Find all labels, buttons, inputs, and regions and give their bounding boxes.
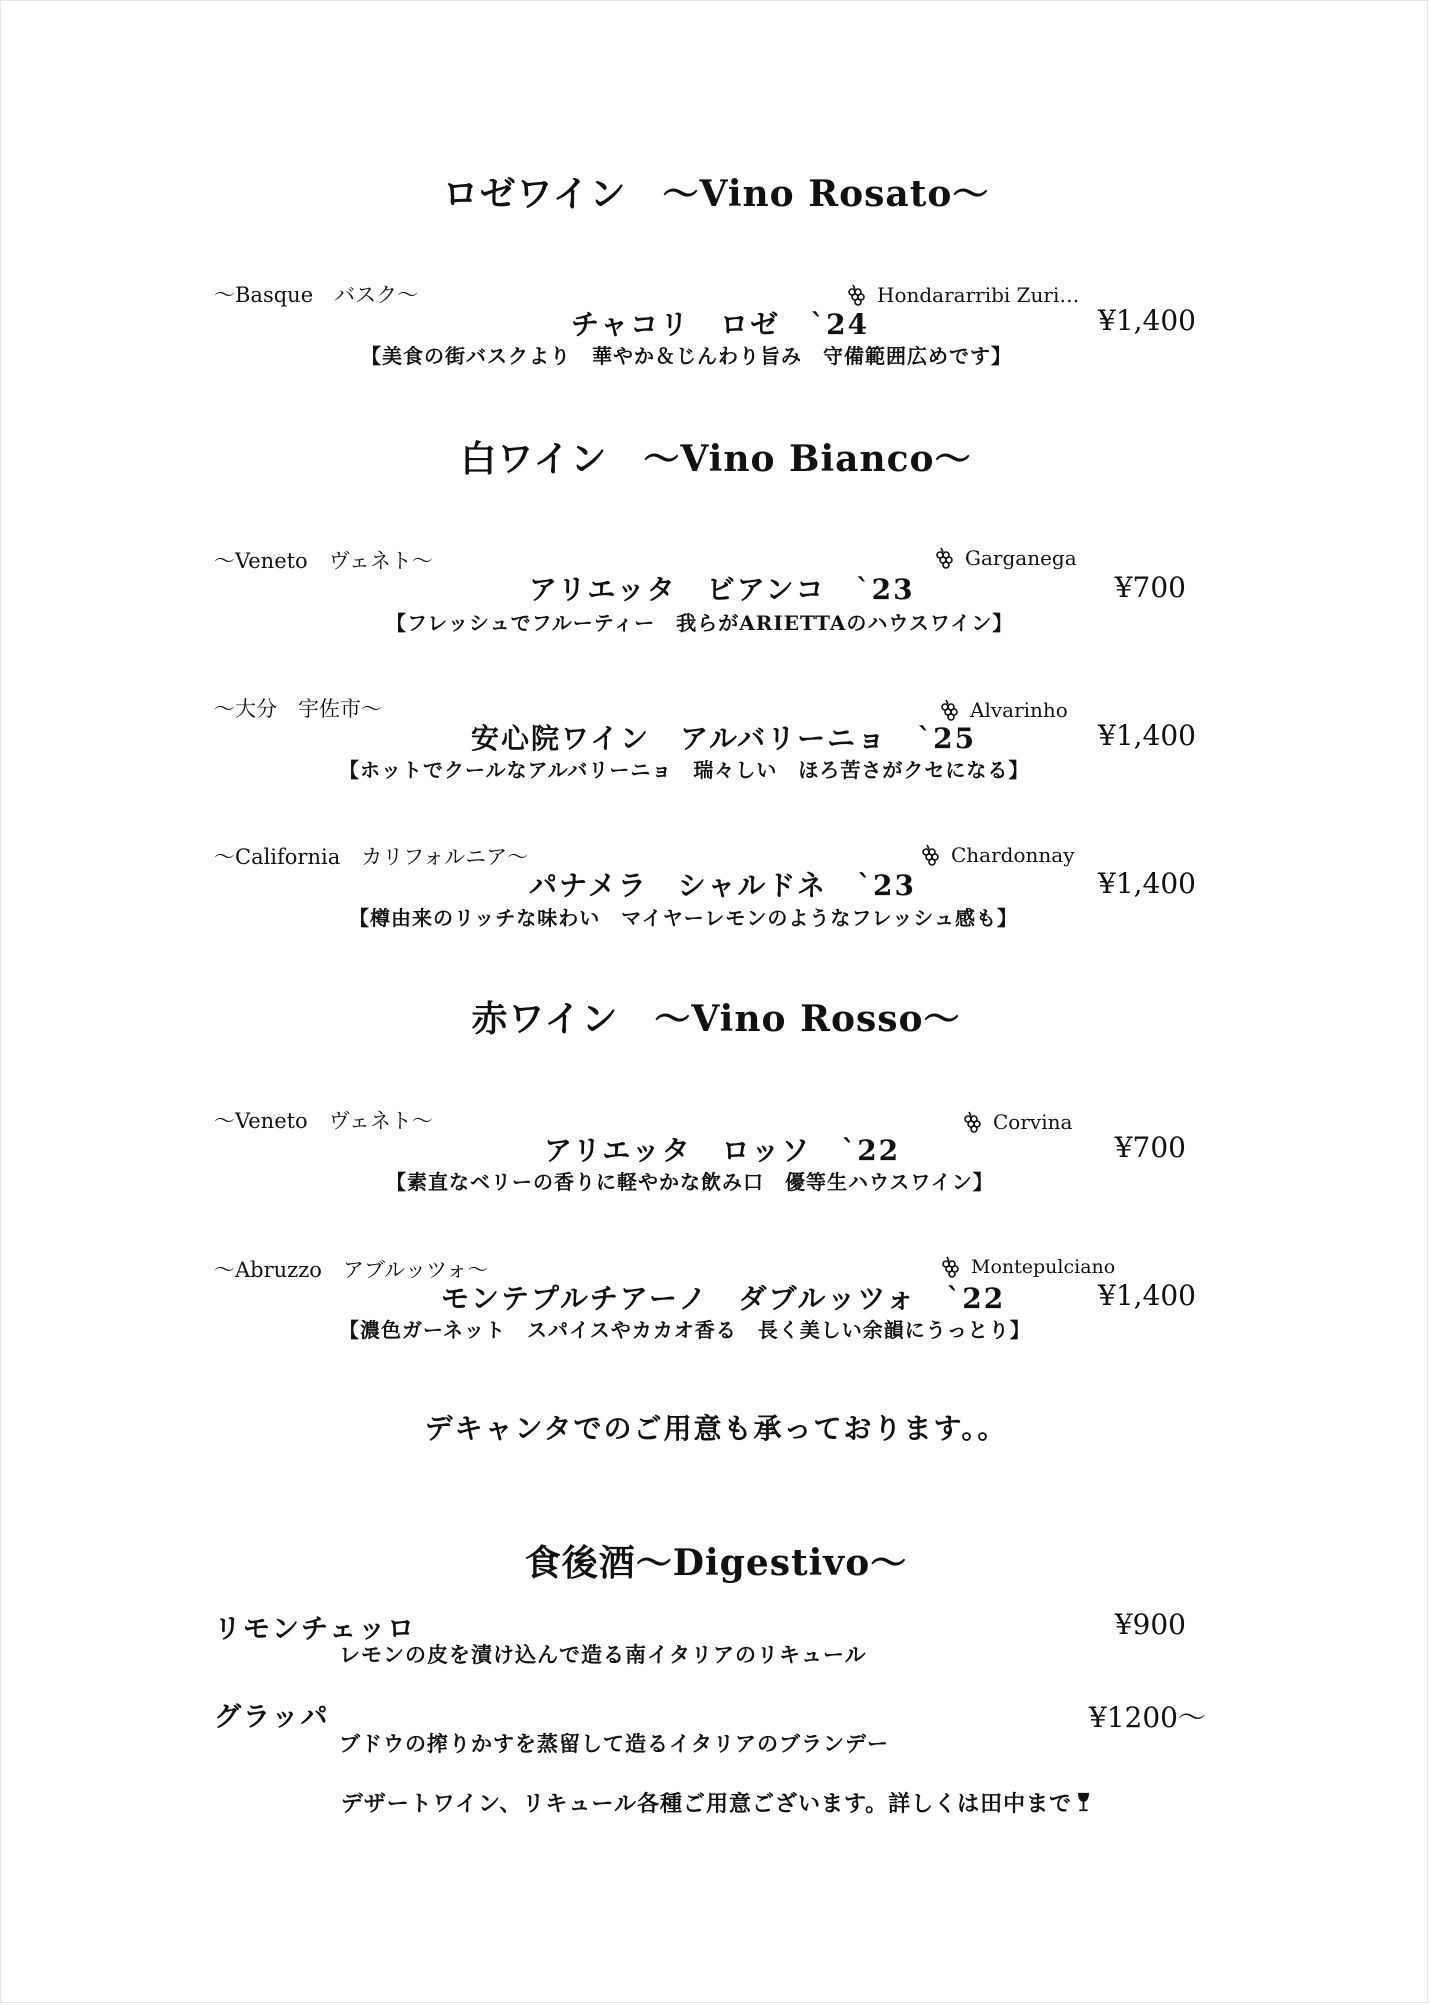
grape-label: Montepulciano [971, 1256, 1116, 1278]
wine-description: 【フレッシュでフルーティー 我らがARIETTAのハウスワイン】 [386, 611, 1014, 635]
wine-name: モンテプルチアーノ ダブルッツォ `22 [441, 1282, 1006, 1315]
wine-description: 【濃色ガーネット スパイスやカカオ香る 長く美しい余韻にうっとり】 [339, 1318, 1031, 1342]
heading-en: 〜Vino Bianco〜 [643, 438, 972, 480]
grape-icon [933, 547, 955, 569]
grape-label: Chardonnay [951, 843, 1075, 867]
wine-description: 【樽由来のリッチな味わい マイヤーレモンのようなフレッシュ感も】 [349, 906, 1018, 930]
footer-note [1, 1787, 1430, 1818]
wine-region: 〜California カリフォルニア〜 [214, 845, 529, 869]
heading-en: 〜Vino Rosato〜 [662, 173, 990, 215]
grape-icon [939, 1256, 961, 1278]
heading-jp: 赤ワイン [471, 998, 619, 1040]
footer-note-text: デザートワイン、リキュール各種ご用意ございます。詳しくは田中まで [340, 1791, 1073, 1817]
grape-label: Garganega [965, 546, 1077, 570]
digestivo-price: ¥1200〜 [1088, 1701, 1206, 1734]
wine-region: 〜大分 宇佐市〜 [214, 697, 382, 721]
heading-jp: 白ワイン [460, 438, 608, 480]
wine-description: 【素直なベリーの香りに軽やかな飲み口 優等生ハウスワイン】 [386, 1170, 994, 1194]
wine-price: ¥1,400 [1098, 867, 1196, 900]
wine-name: チャコリ ロゼ `24 [571, 308, 870, 341]
wine-name: パナメラ シャルドネ `23 [529, 869, 917, 902]
section-heading-rosato [1, 166, 1430, 217]
wine-price: ¥700 [1114, 1131, 1186, 1164]
wine-description: 【ホットでクールなアルバリーニョ 瑞々しい ほろ苦さがクセになる】 [339, 758, 1030, 782]
digestivo-description: ブドウの搾りかすを蒸留して造るイタリアのブランデー [339, 1731, 889, 1756]
heading-jp: ロゼワイン [442, 173, 627, 215]
grape-icon [919, 844, 941, 866]
section-heading-digestivo: 食後酒〜Digestivo〜 [524, 1542, 908, 1584]
digestivo-name: グラッパ [214, 1702, 330, 1733]
wine-name: アリエッタ ビアンコ `23 [529, 573, 915, 606]
wine-region: 〜Veneto ヴェネト〜 [214, 1109, 433, 1133]
section-heading-bianco [1, 431, 1430, 482]
wine-region: 〜Abruzzo アブルッツォ〜 [214, 1258, 489, 1282]
wine-grape [919, 843, 1075, 867]
wine-price: ¥1,400 [1098, 1279, 1196, 1312]
wine-glass-icon [1076, 1791, 1091, 1813]
digestivo-name: リモンチェッロ [214, 1614, 417, 1645]
wine-name: 安心院ワイン アルバリーニョ `25 [471, 722, 977, 755]
wine-region: 〜Veneto ヴェネト〜 [214, 549, 433, 573]
wine-price: ¥1,400 [1098, 304, 1196, 337]
grape-label: Alvarinho [970, 698, 1068, 722]
wine-region: 〜Basque バスク〜 [214, 283, 419, 307]
wine-grape [939, 1256, 1115, 1278]
heading-en: 〜Vino Rosso〜 [654, 998, 961, 1040]
grape-icon [961, 1111, 983, 1133]
digestivo-description: レモンの皮を漬け込んで造る南イタリアのリキュール [339, 1642, 867, 1667]
decanter-note: デキャンタでのご用意も承っております。。 [424, 1412, 1008, 1445]
section-heading-rosso [1, 991, 1430, 1042]
wine-price: ¥1,400 [1098, 719, 1196, 752]
wine-name: アリエッタ ロッソ `22 [544, 1134, 901, 1167]
grape-label: Corvina [993, 1110, 1073, 1134]
digestivo-price: ¥900 [1114, 1608, 1186, 1641]
grape-label: Hondararribi Zuri… [877, 283, 1080, 307]
wine-description: 【美食の街バスクより 華やか＆じんわり旨み 守備範囲広めです】 [361, 344, 1012, 368]
wine-price: ¥700 [1114, 571, 1186, 604]
wine-grape [933, 546, 1077, 570]
